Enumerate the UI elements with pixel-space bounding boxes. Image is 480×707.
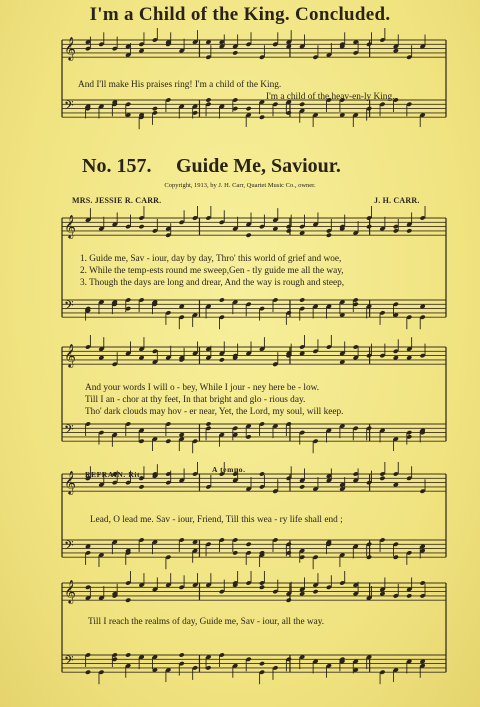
bass-clef-icon: 𝄢 bbox=[64, 298, 74, 316]
note-head bbox=[393, 302, 399, 318]
system2-verse2: Till I an - chor at thy feet, In that bright and glo - rious day. bbox=[85, 395, 306, 405]
note-head bbox=[299, 102, 305, 123]
note-head bbox=[138, 206, 144, 229]
note-head bbox=[232, 217, 238, 232]
note-head bbox=[272, 208, 278, 231]
note-head bbox=[205, 39, 211, 59]
note-head bbox=[312, 555, 318, 570]
note-head bbox=[353, 468, 359, 483]
note-head bbox=[152, 464, 158, 479]
note-head bbox=[339, 215, 345, 232]
note-head bbox=[138, 112, 144, 129]
note-head bbox=[112, 539, 118, 554]
note-head bbox=[393, 542, 399, 560]
note-head bbox=[179, 304, 185, 329]
note-head bbox=[299, 468, 305, 489]
note-head bbox=[339, 477, 345, 492]
staff bbox=[62, 36, 446, 61]
note-head bbox=[246, 542, 252, 565]
note-head bbox=[286, 582, 292, 603]
staff bbox=[62, 343, 446, 368]
copyright-notice: Copyright, 1913, by J. H. Carr, Quartet Music Co., owner. bbox=[164, 182, 316, 189]
note-head bbox=[179, 39, 185, 54]
note-head bbox=[353, 221, 359, 236]
note-head bbox=[339, 571, 345, 586]
treble-clef-icon: 𝄞 bbox=[64, 214, 76, 238]
system1-verse1: 1. Guide me, Sav - iour, day by day, Thro' this world of grief and woe, bbox=[80, 254, 342, 264]
note-head bbox=[219, 104, 225, 119]
lyricist-credit: MRS. JESSIE R. CARR. bbox=[72, 196, 162, 205]
note-head bbox=[420, 112, 426, 127]
note-head bbox=[138, 337, 144, 360]
note-head bbox=[192, 462, 198, 477]
composer-credit: J. H. CARR. bbox=[374, 196, 420, 205]
note-head bbox=[353, 344, 359, 360]
note-head bbox=[232, 663, 238, 678]
note-head bbox=[339, 32, 345, 49]
note-head bbox=[393, 462, 399, 487]
previous-hymn-title: I'm a Child of the King. Concluded. bbox=[89, 4, 391, 25]
note-head bbox=[379, 28, 385, 43]
note-head bbox=[219, 341, 225, 362]
note-head bbox=[138, 573, 144, 588]
system-brace bbox=[62, 583, 446, 672]
treble-clef-icon: 𝄞 bbox=[64, 343, 76, 367]
note-head bbox=[393, 339, 399, 360]
note-head bbox=[246, 423, 252, 439]
note-head bbox=[138, 32, 144, 53]
note-head bbox=[85, 544, 91, 565]
note-head bbox=[205, 206, 211, 221]
system2-verse3: Tho' dark clouds may hov - er near, Yet, the Lord, my soul, will keep. bbox=[85, 407, 344, 417]
note-head bbox=[326, 304, 332, 319]
refrain-label: REFRAIN. Rit. bbox=[85, 470, 143, 479]
note-head bbox=[420, 304, 426, 329]
note-head bbox=[165, 555, 171, 570]
note-head bbox=[192, 104, 198, 119]
note-head bbox=[219, 34, 225, 49]
note-head bbox=[420, 428, 426, 443]
system-brace bbox=[62, 40, 446, 117]
note-head bbox=[192, 573, 198, 588]
staff bbox=[62, 422, 446, 441]
note-head bbox=[406, 659, 412, 674]
note-head bbox=[312, 659, 318, 674]
note-head bbox=[393, 436, 399, 451]
note-head bbox=[259, 99, 265, 119]
system2-verse1: And your words I will o - bey, While I jour - ney here be - low. bbox=[85, 383, 320, 393]
system4-lyric: Till I reach the realms of day, Guide me, Sav - iour, all the way. bbox=[88, 617, 325, 627]
note-head bbox=[406, 337, 412, 360]
note-head bbox=[98, 586, 104, 601]
note-head bbox=[98, 670, 104, 685]
note-head bbox=[246, 341, 252, 356]
note-head bbox=[353, 297, 359, 312]
note-head bbox=[112, 99, 118, 116]
note-head bbox=[232, 344, 238, 361]
bass-clef-icon: 𝄢 bbox=[64, 653, 74, 671]
note-head bbox=[420, 206, 426, 221]
note-head bbox=[353, 544, 359, 559]
note-head bbox=[85, 208, 91, 223]
note-head bbox=[219, 432, 225, 447]
note-head bbox=[339, 423, 345, 438]
note-head bbox=[85, 335, 91, 350]
note-head bbox=[259, 550, 265, 567]
note-head bbox=[379, 462, 385, 481]
note-head bbox=[85, 585, 91, 601]
note-head bbox=[179, 468, 185, 483]
note-head bbox=[112, 652, 118, 667]
note-head bbox=[232, 571, 238, 588]
note-head bbox=[98, 104, 104, 119]
note-head bbox=[406, 430, 412, 445]
bass-clef-icon: 𝄢 bbox=[64, 422, 74, 440]
note-head bbox=[393, 219, 399, 234]
note-head bbox=[205, 304, 211, 319]
note-head bbox=[192, 312, 198, 327]
note-head bbox=[312, 573, 318, 594]
note-head bbox=[326, 428, 332, 443]
note-head bbox=[165, 346, 171, 361]
note-head bbox=[205, 654, 211, 670]
note-head bbox=[192, 206, 198, 221]
note-head bbox=[85, 104, 91, 119]
note-head bbox=[259, 661, 265, 684]
note-head bbox=[98, 552, 104, 567]
note-head bbox=[272, 423, 278, 438]
note-head bbox=[406, 212, 412, 233]
staff bbox=[62, 298, 446, 317]
note-head bbox=[192, 341, 198, 356]
note-head bbox=[152, 299, 158, 314]
note-head bbox=[326, 539, 332, 554]
note-head bbox=[125, 652, 131, 677]
bass-clef-icon: 𝄢 bbox=[64, 98, 74, 116]
note-head bbox=[246, 477, 252, 492]
note-head bbox=[406, 577, 412, 598]
note-head bbox=[179, 104, 185, 119]
note-head bbox=[326, 43, 332, 58]
note-head bbox=[192, 439, 198, 454]
note-head bbox=[165, 667, 171, 682]
note-head bbox=[152, 436, 158, 451]
previous-hymn-lyric-1: And I'll make His praises ring! I'm a child of the King. bbox=[78, 80, 282, 90]
note-head bbox=[232, 537, 238, 555]
staff bbox=[62, 538, 446, 557]
note-head bbox=[192, 539, 198, 562]
system3-lyric: Lead, O lead me. Sav - iour, Friend, Till this wea - ry life shall end ; bbox=[90, 515, 343, 525]
note-head bbox=[98, 337, 104, 360]
note-head bbox=[326, 468, 332, 483]
treble-clef-icon: 𝄞 bbox=[64, 36, 76, 60]
note-head bbox=[299, 34, 305, 49]
note-head bbox=[339, 341, 345, 364]
note-head bbox=[152, 28, 158, 43]
staff bbox=[62, 214, 446, 239]
note-head bbox=[353, 112, 359, 127]
note-head bbox=[312, 112, 318, 127]
note-head bbox=[205, 346, 211, 361]
note-head bbox=[152, 349, 158, 365]
note-head bbox=[205, 573, 211, 588]
staff bbox=[62, 579, 446, 604]
note-head bbox=[112, 432, 118, 447]
note-head bbox=[259, 337, 265, 352]
note-head bbox=[420, 544, 426, 559]
note-head bbox=[98, 217, 104, 232]
note-head bbox=[299, 548, 305, 563]
bass-clef-icon: 𝄢 bbox=[64, 538, 74, 556]
note-head bbox=[205, 421, 211, 440]
treble-clef-icon: 𝄞 bbox=[64, 470, 76, 494]
previous-hymn-lyric-2: I'm a child of the heav-en-ly King. bbox=[266, 92, 395, 102]
note-head bbox=[420, 580, 426, 598]
note-head bbox=[125, 43, 131, 58]
note-head bbox=[339, 552, 345, 567]
note-head bbox=[312, 212, 318, 227]
note-head bbox=[246, 212, 252, 237]
note-head bbox=[379, 670, 385, 685]
note-head bbox=[379, 428, 385, 443]
note-head bbox=[246, 106, 252, 127]
staff bbox=[62, 653, 446, 672]
note-head bbox=[326, 219, 332, 238]
system1-verse2: 2. While the temp-ests round me sweep,Gen - tly guide me all the way, bbox=[80, 266, 344, 276]
note-head bbox=[232, 299, 238, 314]
note-head bbox=[112, 299, 118, 314]
note-head bbox=[125, 102, 131, 118]
note-head bbox=[152, 106, 158, 125]
note-head bbox=[125, 341, 131, 356]
note-head bbox=[326, 335, 332, 350]
note-head bbox=[353, 39, 359, 55]
note-head bbox=[393, 667, 399, 682]
note-head bbox=[299, 654, 305, 669]
note-head bbox=[259, 471, 265, 489]
note-head bbox=[125, 548, 131, 565]
note-head bbox=[112, 212, 118, 227]
note-head bbox=[312, 304, 318, 319]
note-head bbox=[98, 299, 104, 314]
note-head bbox=[259, 571, 265, 590]
hymn-number: No. 157. bbox=[82, 155, 152, 177]
hymn-title: Guide Me, Saviour. bbox=[176, 155, 341, 177]
note-head bbox=[353, 582, 359, 597]
note-head bbox=[420, 34, 426, 49]
note-head bbox=[192, 30, 198, 45]
treble-clef-icon: 𝄞 bbox=[64, 579, 76, 603]
note-head bbox=[312, 439, 318, 454]
note-head bbox=[326, 663, 332, 678]
note-head bbox=[152, 539, 158, 554]
note-head bbox=[379, 217, 385, 232]
note-head bbox=[286, 215, 292, 234]
system1-verse3: 3. Though the days are long and drear, And the way is rough and steep, bbox=[80, 278, 345, 288]
note-head bbox=[165, 573, 171, 588]
note-head bbox=[353, 659, 359, 674]
note-head bbox=[312, 477, 318, 492]
note-head bbox=[366, 206, 372, 229]
note-head bbox=[205, 97, 211, 116]
note-head bbox=[246, 571, 252, 586]
note-head bbox=[138, 654, 144, 669]
tempo-marking: A tempo. bbox=[212, 465, 246, 474]
note-head bbox=[406, 315, 412, 330]
note-head bbox=[232, 34, 238, 55]
note-head bbox=[152, 577, 158, 592]
note-head bbox=[138, 428, 144, 444]
note-head bbox=[299, 335, 305, 356]
